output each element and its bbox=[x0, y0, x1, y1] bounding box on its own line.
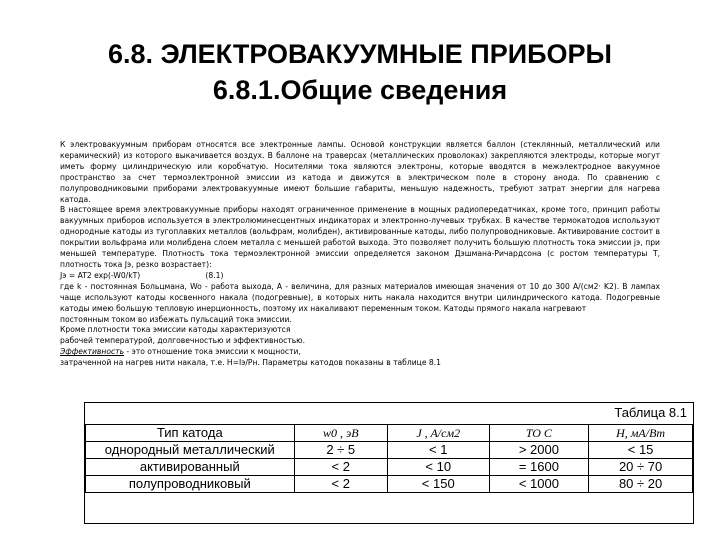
paragraph-7 bbox=[60, 347, 660, 358]
slide-title bbox=[0, 36, 720, 108]
cell-work-function: 2 ÷ 5 bbox=[294, 442, 387, 459]
table-header-row bbox=[86, 425, 693, 442]
title-line-1: 6.8. ЭЛЕКТРОВАКУУМНЫЕ ПРИБОРЫ bbox=[108, 39, 612, 69]
header-work-function: w0 , эВ bbox=[294, 425, 387, 442]
paragraph-6: рабочей температурой, долговечностью и эффективностью. bbox=[60, 336, 305, 346]
paragraph-3: где k - постоянная Больцмана, Wo - работа выхода, A - величина, для разных материалов имеющая значения от 10 до 300 A/(см2· K2). В лампах чаще используют катоды косвенного накала (подогревные), в которых нить накала находится внутри цилиндрического катода. Подогревные катоды имею большую тепловую инерционность, поэтому их накаливают переменным током. Катоды прямого накала нагревают bbox=[60, 281, 660, 313]
cell-efficiency: 20 ÷ 70 bbox=[589, 459, 693, 476]
paragraph-1: К электровакуумным приборам относятся все электронные лампы. Основой конструкции является баллон (стеклянный, металлический или керамический) из которого выкачивается воздух. В баллоне на траверсах (металлических проволоках) закрепляются электроды, которые могут иметь форму цилиндрическую или коробчатую. Носителями тока являются электроны, которые вводятся в межэлектродное вакуумное пространство за счет термоэлектронной эмиссии из катода и движутся в электрическом поле в сторону анода. По сравнению с полупроводниковыми приборами электровакуумные имеют большие габариты, меньшую надежность, требуют затрат энергии для нагрева катода. bbox=[60, 140, 660, 204]
table-caption: Таблица 8.1 bbox=[614, 405, 687, 420]
cell-work-function: < 2 bbox=[294, 459, 387, 476]
paragraph-4: постоянным током во избежать пульсаций тока эмиссии. bbox=[60, 314, 292, 324]
header-cathode-type: Тип катода bbox=[86, 425, 295, 442]
cell-current-density: < 150 bbox=[387, 476, 489, 493]
paragraph-2: В настоящее время электровакуумные приборы находят ограниченное применение в мощных радиопередатчиках, кроме того, принцип работы вакуумных приборов используется в электролюминесцентных индикаторах и электронно-лучевых трубках. В качестве термокатодов используют однородные катоды из тугоплавких металлов (вольфрам, молибден), активированные катоды, либо полупроводниковые. Активирование состоит в покрытии вольфрама или молибдена слоем металла с меньшей работой выхода. Это позволяет получить большую плотность тока эмиссии jэ, при меньшей температуре. Плотность тока термоэлектронной эмиссии определяется законом Дэшмана-Ричардсона (с ростом температуры Т, плотность тока Jэ, резко возрастает): bbox=[60, 205, 660, 269]
cathode-parameters-table bbox=[85, 424, 693, 493]
table-row bbox=[86, 442, 693, 459]
table-row bbox=[86, 476, 693, 493]
header-temperature: TO C bbox=[489, 425, 589, 442]
formula-8-1: Jэ = AT2 exp(-W0/kT) (8.1) bbox=[60, 270, 224, 280]
cell-current-density: < 1 bbox=[387, 442, 489, 459]
efficiency-term: Эффективность bbox=[60, 347, 125, 357]
table-row bbox=[86, 459, 693, 476]
cell-type: активированный bbox=[86, 459, 295, 476]
header-efficiency: H, мA/Bm bbox=[589, 425, 693, 442]
paragraph-8: затраченной на нагрев нити накала, т.е. H=Iэ/Pн. Параметры катодов показаны в таблице 8.1 bbox=[60, 358, 441, 368]
cell-type: однородный металлический bbox=[86, 442, 295, 459]
cathode-table-box bbox=[84, 402, 694, 524]
cell-temperature: = 1600 bbox=[489, 459, 589, 476]
cell-efficiency: < 15 bbox=[589, 442, 693, 459]
cell-temperature: < 1000 bbox=[489, 476, 589, 493]
header-current-density: J , A/см2 bbox=[387, 425, 489, 442]
cell-temperature: > 2000 bbox=[489, 442, 589, 459]
efficiency-definition: - это отношение тока эмиссии к мощности, bbox=[124, 347, 301, 357]
cell-type: полупроводниковый bbox=[86, 476, 295, 493]
cell-efficiency: 80 ÷ 20 bbox=[589, 476, 693, 493]
paragraph-5: Кроме плотности тока эмиссии катоды характеризуются bbox=[60, 325, 291, 335]
cell-current-density: < 10 bbox=[387, 459, 489, 476]
title-line-2: 6.8.1.Общие сведения bbox=[212, 75, 508, 105]
cell-work-function: < 2 bbox=[294, 476, 387, 493]
body-text bbox=[60, 140, 660, 369]
